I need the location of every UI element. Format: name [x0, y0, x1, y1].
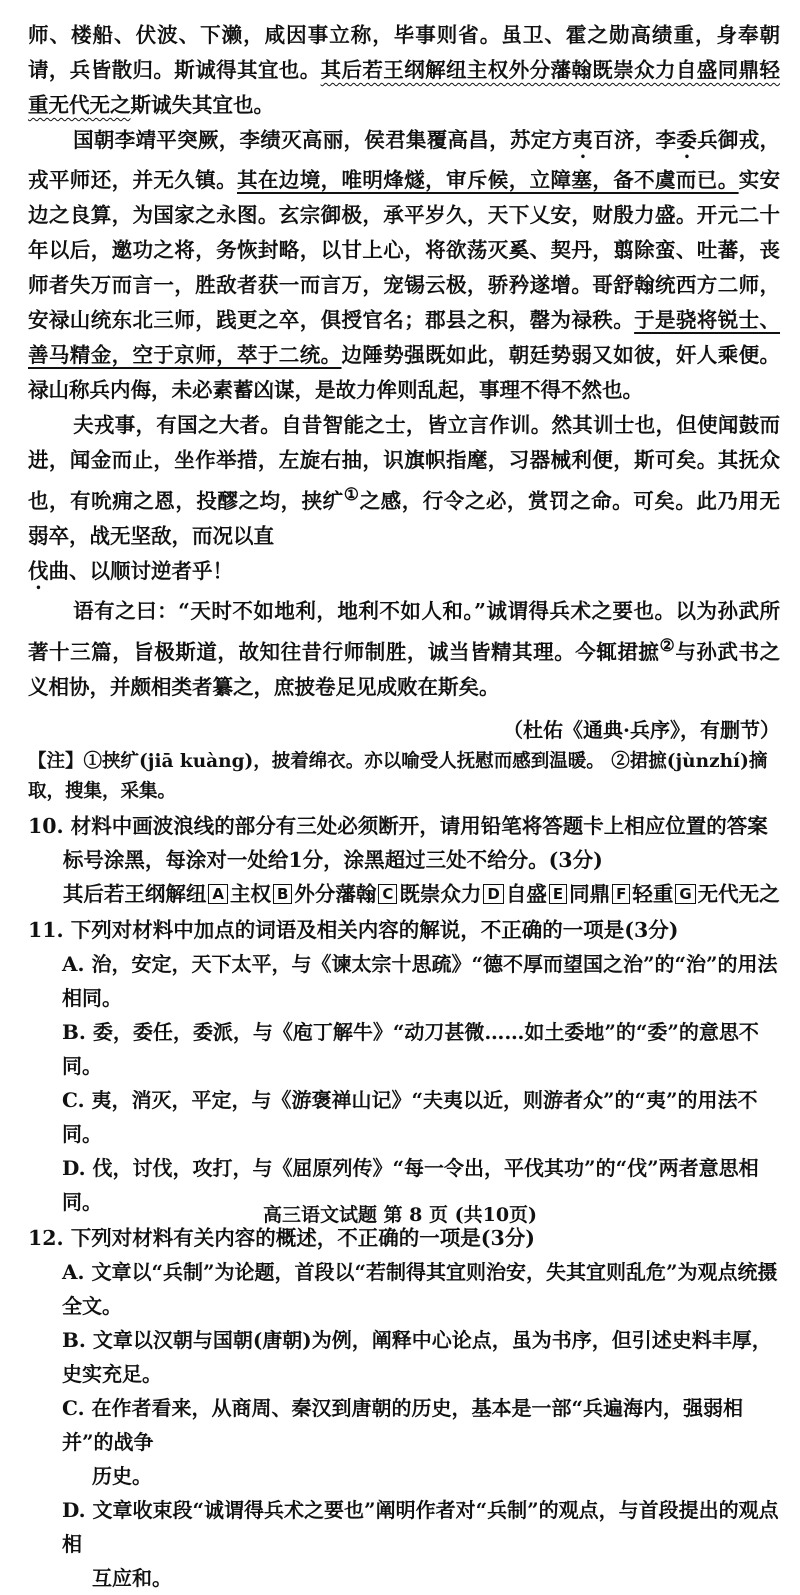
passage-text: 夫戎事，有国之大者。自昔智能之士，皆立言作训。然其训士也，但使闻鼓而进，闻金而止，坐作举措，左旋右抽，识旗帜指麾，习器械利便，斯可矣。其抚众也，有吮痈之恩，投醪之均，挟纩	[28, 413, 780, 513]
question-12-stem: 12. 下列对材料有关内容的概述，不正确的一项是(3分)	[28, 1225, 535, 1250]
segment: 自盛	[505, 881, 547, 906]
passage-text: 百济，李	[593, 128, 677, 152]
question-12	[28, 1221, 780, 1595]
passage-text: 语有之曰：“天时不如地利，地利不如人和。”诚谓得兵术之要也。以为孙武所著十三篇，旨极斯道，故知往昔行师制胜，诚当皆精其理。今辄捃摭	[28, 598, 780, 664]
segment: 既崇众力	[399, 881, 482, 906]
question-10-stem: 10. 材料中画波浪线的部分有三处必须断开，请用铅笔将答题卡上相应位置的答案标号涂黑，每涂对一处给1分，涂黑超过三处不给分。(3分)	[28, 813, 768, 872]
passage-text: 与孙武书之义相协，并颇相类者纂之，庶披卷足见成败在斯矣。	[28, 639, 781, 699]
passage-text: 实安边之良算，为国家之永图。玄宗御极，承平岁久，天下乂安，财殷力盛。开元二十年以后，邀功之将，务恢封略，以甘上心，将欲荡灭奚、契丹，翦除蛮、吐蕃，丧师者失万而言一，胜敌者获一而言万，宠锡云极，骄矜遂增。哥舒翰统西方二师，安禄山统东北三师，践更之卒，俱授官名；郡县之积，罄为禄秩。	[28, 168, 781, 332]
passage-text: 师、楼船、伏波、下濑，咸因事立称，毕事则省。虽卫、霍之勋高绩重，身奉朝请，兵皆散归。斯诚得其宜也。	[28, 23, 780, 82]
option-text: C. 在作者看来，从商周、秦汉到唐朝的历史，基本是一部“兵遍海内，强弱相并”的战争	[62, 1395, 743, 1454]
option-text: 互应和。	[92, 1565, 172, 1590]
question-11-stem: 11. 下列对材料中加点的词语及相关内容的解说，不正确的一项是(3分)	[28, 917, 679, 942]
option-B[interactable]: B. 文章以汉朝与国朝(唐朝)为例，阐释中心论点，虽为书序，但引述史料丰厚，史实充足。	[62, 1327, 772, 1386]
segment: 无代无之	[697, 881, 780, 906]
answer-box-C[interactable]: C	[378, 884, 397, 904]
dotted-word: 夷	[572, 128, 594, 152]
question-10-segments	[28, 877, 780, 911]
source-citation: （杜佑《通典·兵序》，有删节）	[503, 717, 780, 742]
exam-page	[28, 18, 780, 1595]
option-text: 历史。	[92, 1463, 152, 1488]
answer-box-G[interactable]: G	[675, 884, 695, 904]
option-A[interactable]: A. 治，安定，天下太平，与《谏太宗十思疏》“德不厚而望国之治”的“治”的用法相同。	[62, 951, 778, 1010]
passage-text: 兵御戎，戎平师还，并无久镇。	[28, 128, 781, 192]
segment: 外分藩翰	[294, 881, 377, 906]
option-A[interactable]: A. 文章以“兵制”为论题，首段以“若制得其宜则治安，失其宜则乱危”为观点统摄全文。	[62, 1259, 778, 1318]
passage-text: 之感，行令之必，赏罚之命。可矣。此乃用无弱卒，战无坚敌，而况以直	[28, 488, 781, 548]
passage-text: 曲、以顺讨逆者乎！	[48, 558, 233, 583]
passage-text: 斯诚失其宜也。	[130, 93, 274, 117]
option-B[interactable]: B. 委，委任，委派，与《庖丁解牛》“动刀甚微……如土委地”的“委”的意思不同。	[62, 1019, 759, 1078]
segment: 主权	[229, 881, 271, 906]
segment: 轻重	[632, 881, 674, 906]
passage-paragraph-3	[28, 594, 780, 705]
option-C[interactable]: C. 夷，消灭，平定，与《游褒禅山记》“夫夷以近，则游者众”的“夷”的用法不同。	[62, 1087, 758, 1146]
wavy-underlined-text: 其后若王纲解纽主权外分藩翰既崇众力自盛同鼎轻重无代无之	[28, 58, 781, 117]
dotted-word: 委	[676, 128, 698, 152]
passage-text: 边陲势强既如此，朝廷势弱又如彼，奸人乘便。禄山称兵内侮，未必素蓄凶谋，是故力侔则乱起，事理不得不然也。	[28, 343, 780, 402]
segment: 其后若王纲解纽	[62, 881, 207, 906]
dotted-word: 伐	[28, 558, 49, 583]
footnotes: 【注】①挟纩(jiā kuàng)，披着绵衣。亦以喻受人抚慰而感到温暖。 ②捃摭(jùnzhí)摘取，搜集，采集。	[28, 750, 768, 802]
underlined-sentence: 于是骁将锐士、善马精金，空于京师，萃于二统。	[28, 308, 781, 367]
option-D[interactable]	[28, 1493, 780, 1595]
segment: 同鼎	[569, 881, 611, 906]
passage-paragraph-1	[28, 123, 780, 408]
answer-box-E[interactable]: E	[549, 884, 567, 904]
question-11	[28, 913, 780, 1219]
passage-text: 国朝李靖平突厥，李绩灭高丽，侯君集覆高昌，苏定方	[73, 128, 573, 152]
footnote-marker: ①	[343, 485, 360, 505]
footnote-marker: ②	[659, 635, 676, 656]
passage-paragraph-2	[28, 408, 780, 594]
option-text: D. 文章收束段“诚谓得兵术之要也”阐明作者对“兵制”的观点，与首段提出的观点相	[62, 1497, 779, 1556]
answer-box-B[interactable]: B	[273, 884, 292, 904]
passage-paragraph-0	[28, 18, 780, 123]
answer-box-A[interactable]: A	[208, 884, 228, 904]
underlined-sentence: 其在边境，唯明烽燧，审斥候，立障塞，备不虞而已。	[237, 168, 739, 192]
answer-box-F[interactable]: F	[612, 884, 630, 904]
page-footer: 高三语文试题 第 8 页 (共10页)	[262, 1204, 538, 1226]
option-D[interactable]: D. 伐，讨伐，攻打，与《屈原列传》“每一令出，平伐其功”的“伐”两者意思相同。	[62, 1155, 759, 1214]
question-10	[28, 809, 780, 911]
option-C[interactable]	[28, 1391, 780, 1493]
answer-box-D[interactable]: D	[483, 884, 503, 904]
